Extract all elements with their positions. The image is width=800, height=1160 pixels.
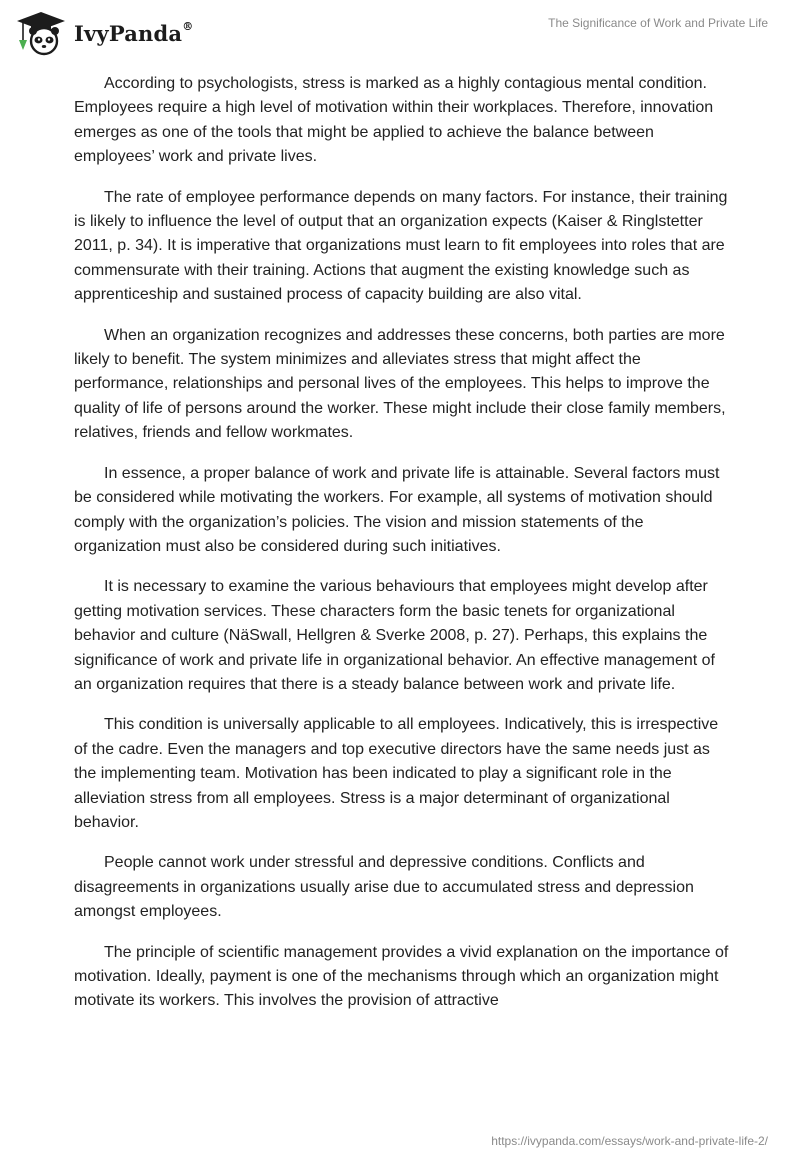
document-title: The Significance of Work and Private Life <box>548 16 768 30</box>
brand-logo[interactable] <box>14 8 254 58</box>
paragraph: The principle of scientific management provides a vivid explanation on the importance of motivation. Ideally, payment is one of the mechanisms through which an organization might motivate its workers. This involves the provision of attractive <box>74 943 729 1010</box>
paragraph: The rate of employee performance depends on many factors. For instance, their training is likely to influence the level of output that an organization expects (Kaiser & Ringlstetter 2011, p. 34). It is imperative that organizations must learn to fit employees into roles that are commensurate with their training. Actions that augment the existing knowledge such as apprenticeship and sustained process of capacity building are also vital. <box>74 188 728 304</box>
paragraph: It is necessary to examine the various behaviours that employees might develop after getting motivation services. These characters form the basic tenets for organizational behavior and culture (NäSwall, Hellgren & Sverke 2008, p. 27). Perhaps, this explains the significance of work and private life in organizational behavior. An effective management of an organization requires that there is a steady balance between work and private life. <box>74 578 715 693</box>
essay-body <box>74 72 734 1030</box>
paragraph: People cannot work under stressful and depressive conditions. Conflicts and disagreements in organizations usually arise due to accumulated stress and depression amongst employees. <box>74 854 694 921</box>
panda-graduate-icon <box>14 10 68 56</box>
registered-mark: ® <box>182 19 194 33</box>
source-url-link[interactable]: https://ivypanda.com/essays/work-and-private-life-2/ <box>491 1134 768 1148</box>
paragraph: According to psychologists, stress is marked as a highly contagious mental condition. Employees require a high level of motivation within their workplaces. Therefore, innovation emerges as one of the tools that might be applied to achieve the balance between employees’ work and private lives. <box>74 75 714 166</box>
brand-name: IvyPanda® <box>74 19 194 46</box>
paragraph: This condition is universally applicable to all employees. Indicatively, this is irrespective of the cadre. Even the managers and top executive directors have the same needs just as the implementing team. Motivation has been indicated to play a significant role in the alleviation stress from all employees. Stress is a major determinant of organizational behavior. <box>74 716 719 831</box>
paragraph: When an organization recognizes and addresses these concerns, both parties are more likely to benefit. The system minimizes and alleviates stress that might affect the performance, relationships and personal lives of the employees. This helps to improve the quality of life of persons around the worker. These might include their close family members, relatives, friends and fellow workmates. <box>74 326 726 442</box>
paragraph: In essence, a proper balance of work and private life is attainable. Several factors must be considered while motivating the workers. For example, all systems of motivation should comply with the organization’s policies. The vision and mission statements of the organization must also be considered during such initiatives. <box>74 464 720 555</box>
page-header <box>0 0 800 64</box>
